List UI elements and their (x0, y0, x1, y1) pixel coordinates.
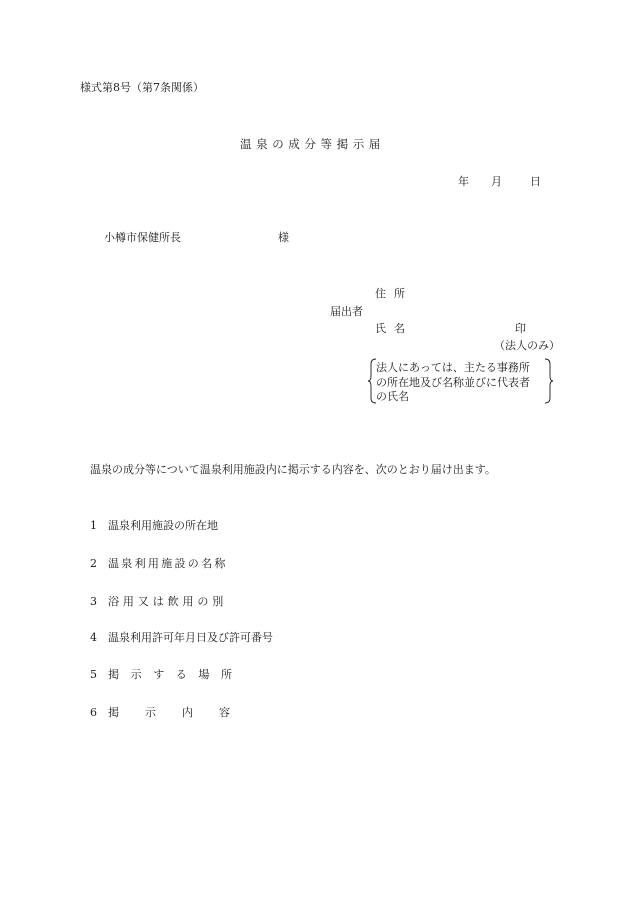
corporation-only-note: （法人のみ） (494, 339, 560, 352)
list-item (90, 520, 218, 531)
item-number: 2 (90, 557, 97, 570)
address-label: 住所 (375, 287, 413, 300)
bracket-note-line-1: 法人にあっては、主たる事務所 (376, 361, 530, 374)
bracket-note-line-2: の所在地及び名称並びに代表者 (376, 375, 530, 389)
list-item (90, 596, 227, 607)
item-number: 5 (90, 668, 97, 681)
body-text: 温泉の成分等について温泉利用施設内に掲示する内容を、次のとおり届け出ます。 (90, 463, 496, 476)
bracket-note-text (376, 361, 530, 405)
item-number: 6 (90, 706, 97, 719)
seal-label: 印 (515, 322, 526, 335)
list-item (90, 632, 273, 643)
item-number: 1 (90, 519, 97, 532)
addressee-name: 小樽市保健所長 (104, 231, 181, 244)
list-item (90, 707, 256, 718)
bracket-note-line-3: の氏名 (376, 390, 409, 403)
filer-label: 届出者 (330, 305, 363, 318)
date-month-label: 月 (491, 175, 502, 188)
item-label: 温泉利用施設の所在地 (108, 519, 218, 532)
date-year-label: 年 (458, 175, 469, 188)
item-label: 浴用又は飲用の別 (108, 595, 228, 608)
document-title: 温泉の成分等掲示届 (240, 137, 385, 151)
item-number: 3 (90, 595, 97, 608)
form-number: 様式第8号（第7条関係） (80, 81, 204, 94)
addressee-honorific: 様 (278, 231, 289, 244)
item-number: 4 (90, 631, 97, 644)
name-label: 氏名 (375, 322, 413, 335)
item-label: 掲示する場所 (108, 668, 244, 681)
item-label: 温泉利用施設の名称 (108, 557, 228, 570)
date-day-label: 日 (530, 175, 541, 188)
item-label: 掲示内容 (108, 706, 256, 719)
item-label: 温泉利用許可年月日及び許可番号 (108, 631, 273, 644)
corporation-bracket-note (368, 358, 554, 404)
list-item (90, 669, 244, 680)
list-item (90, 558, 228, 569)
